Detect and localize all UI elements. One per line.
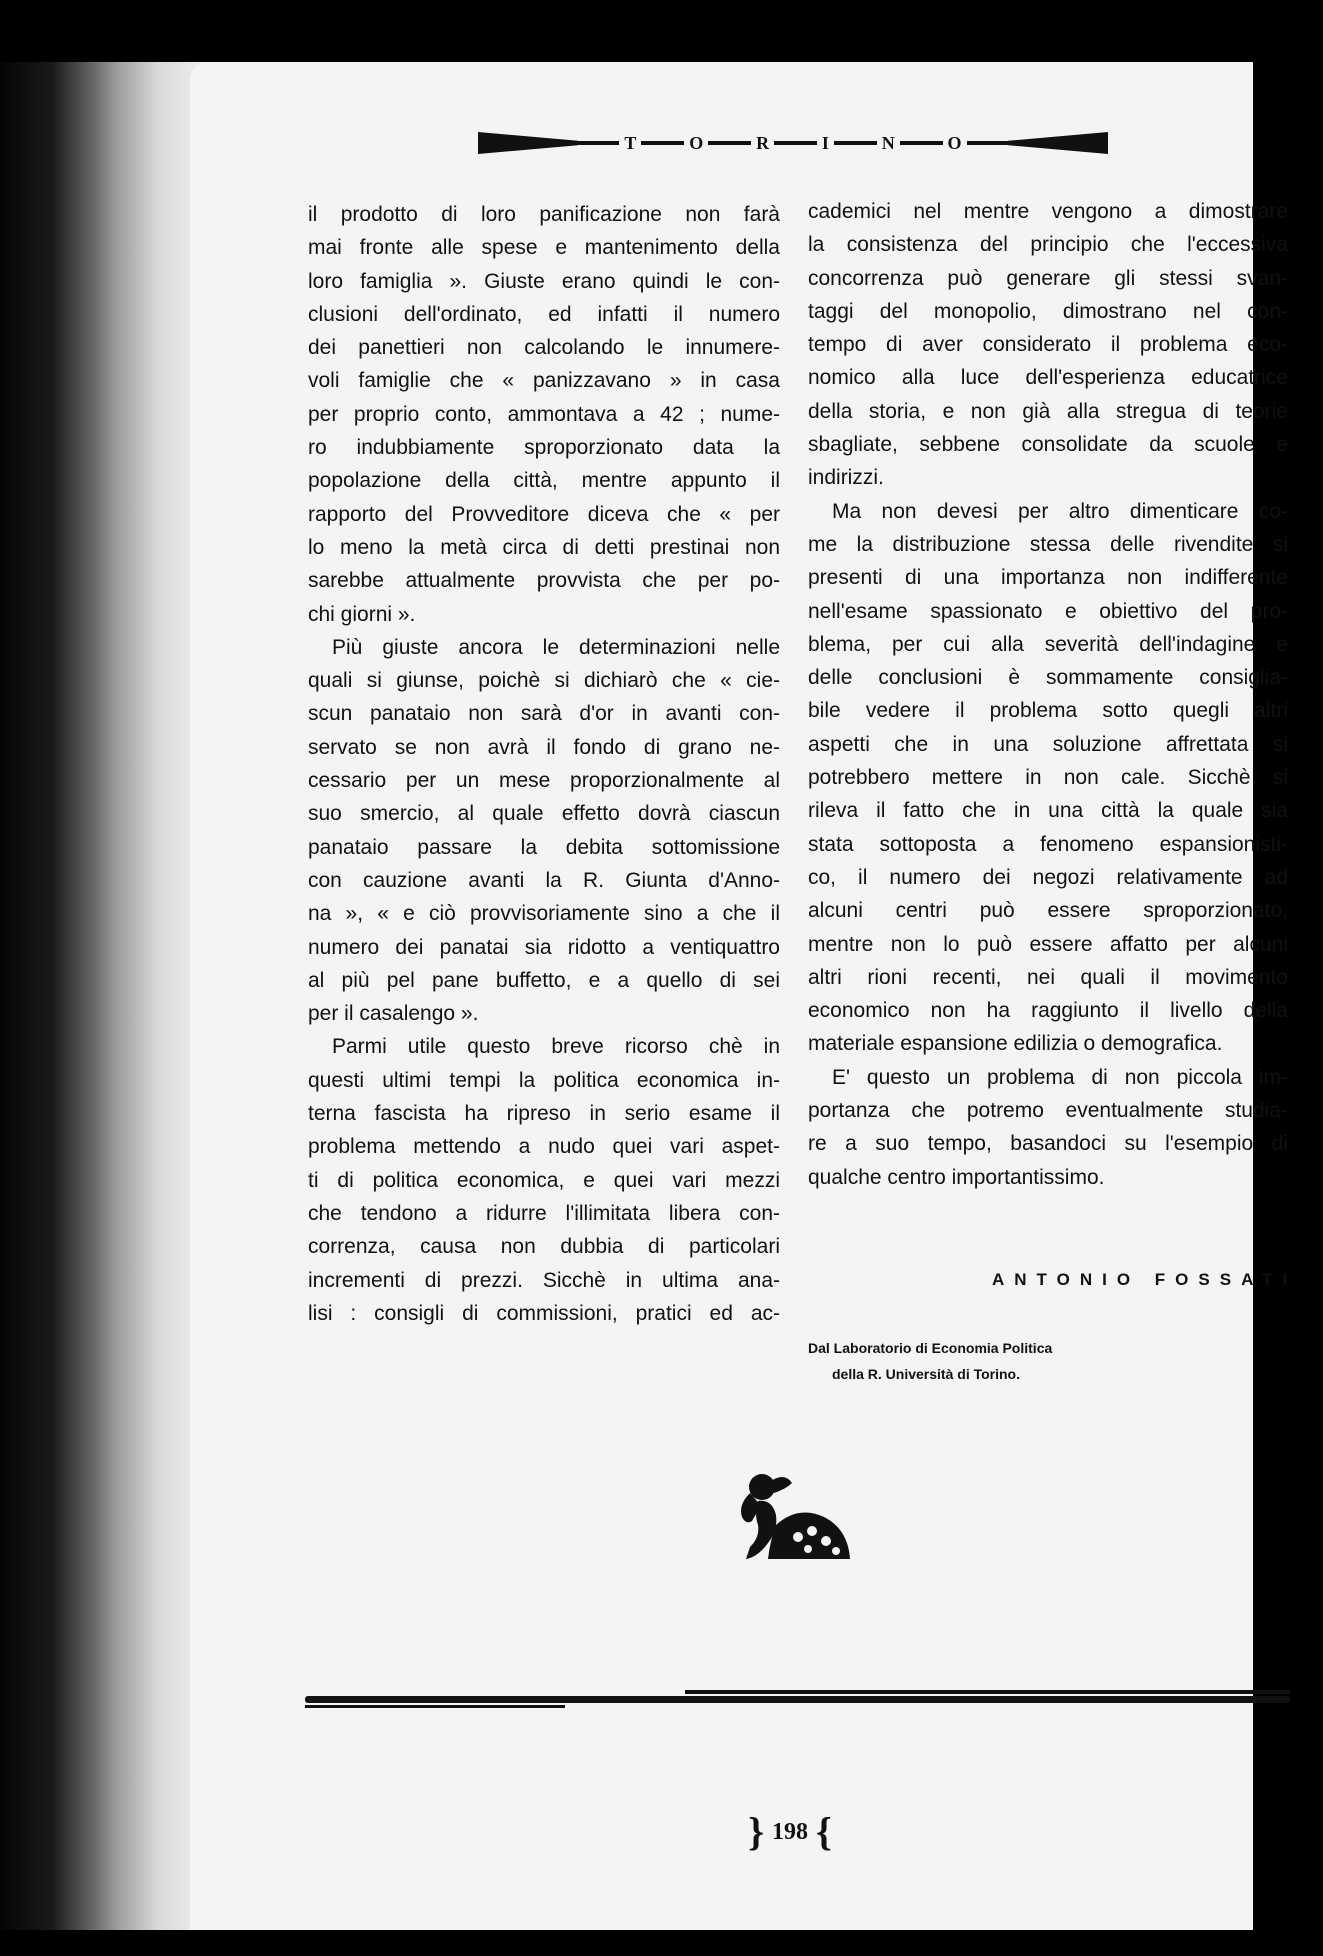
text-line: bile vedere il problema sotto quegli altri [808, 699, 1288, 723]
text-line: cademici nel mentre vengono a dimostrare [808, 200, 1288, 223]
header-letter: O [684, 132, 708, 154]
text-line: per il casalengo ». [308, 1002, 479, 1026]
header-letter: T [619, 132, 641, 154]
bracket-ornament-right: { [816, 1809, 832, 1854]
text-line: na », « e ciò provvisoriamente sino a che il [308, 902, 780, 926]
credit-line: della R. Università di Torino. [832, 1366, 1020, 1382]
credit-line: Dal Laboratorio di Economia Politica [808, 1340, 1053, 1356]
text-line: con cauzione avanti la R. Giunta d'Anno- [308, 868, 780, 892]
text-column-left [308, 198, 780, 1330]
text-line: incrementi di prezzi. Sicchè in ultima ana- [308, 1268, 780, 1292]
page-number [730, 1810, 850, 1854]
text-line: numero dei panatai sia ridotto a ventiquattro [308, 935, 780, 959]
footer-rule-bottom [305, 1705, 565, 1708]
text-line: il prodotto di loro panificazione non farà [308, 203, 780, 226]
text-line: re a suo tempo, basandoci su l'esempio di [808, 1132, 1288, 1156]
text-line: nomico alla luce dell'esperienza educatrice [808, 366, 1288, 390]
text-line: Più giuste ancora le determinazioni nelle [332, 635, 780, 659]
page-number-value: 198 [772, 1818, 808, 1845]
text-line: rapporto del Provveditore diceva che « per [308, 502, 780, 526]
text-line: mai fronte alle spese e mantenimento della [308, 236, 780, 260]
scan-border-bottom [0, 1930, 1323, 1956]
text-line: questi ultimi tempi la politica economica in- [308, 1068, 780, 1092]
header-letter: N [877, 132, 900, 154]
text-line: taggi del monopolio, dimostrano nel con- [808, 299, 1288, 323]
text-line: aspetti che in una soluzione affrettata si [808, 732, 1288, 756]
text-line: economico non ha raggiunto il livello della [808, 999, 1288, 1023]
text-line: chi giorni ». [308, 602, 416, 626]
footer-rule-main [305, 1696, 1290, 1703]
text-column-right [808, 195, 1288, 1194]
text-line: correnza, causa non dubbia di particolari [308, 1235, 780, 1259]
header-ornament-left [478, 132, 578, 154]
text-line: ro indubbiamente sproporzionato data la [308, 436, 780, 460]
author-signature: ANTONIO FOSSATI [992, 1270, 1298, 1289]
bracket-ornament-left: } [748, 1809, 764, 1854]
text-line: tempo di aver considerato il problema eco- [808, 333, 1288, 357]
text-line: lo meno la metà circa di detti prestinai non [308, 535, 780, 559]
footer-rule [305, 1690, 1290, 1708]
running-header [478, 132, 1108, 154]
text-line: mentre non lo può essere affatto per alcuni [808, 932, 1288, 956]
text-line: lisi : consigli di commissioni, pratici ed ac- [308, 1301, 780, 1325]
text-line: della storia, e non già alla stregua di teorie [808, 399, 1288, 423]
text-line: scun panataio non sarà d'or in avanti con- [308, 702, 780, 726]
text-line: potrebbero mettere in non cale. Sicchè si [808, 766, 1288, 790]
text-line: Ma non devesi per altro dimenticare co- [832, 499, 1288, 523]
text-line: nell'esame spassionato e obiettivo del pro- [808, 599, 1288, 623]
book-binding-shadow [0, 62, 210, 1930]
text-line: concorrenza può generare gli stessi svan- [808, 266, 1288, 290]
text-line: me la distribuzione stessa delle rivendite si [808, 532, 1288, 556]
text-line: co, il numero dei negozi relativamente ad [808, 865, 1288, 889]
header-letter: O [943, 132, 967, 154]
text-line: loro famiglia ». Giuste erano quindi le con- [308, 269, 780, 293]
header-letter: R [751, 132, 774, 154]
text-line: sbagliate, sebbene consolidate da scuole e [808, 433, 1288, 457]
header-ornament-right [1008, 132, 1108, 154]
text-line: popolazione della città, mentre appunto il [308, 469, 780, 493]
text-line: problema mettendo a nudo quei vari aspet- [308, 1135, 780, 1159]
header-title [598, 132, 988, 154]
text-line: delle conclusioni è sommamente consiglia- [808, 666, 1288, 690]
scan-border-top [0, 0, 1323, 62]
text-line: rileva il fatto che in una città la quale sia [808, 799, 1288, 823]
header-letter: I [817, 132, 834, 154]
text-line: ti di politica economica, e quei vari mezzi [308, 1168, 780, 1192]
text-line: alcuni centri può essere sproporzionato, [808, 899, 1288, 923]
text-line: terna fascista ha ripreso in serio esame il [308, 1102, 780, 1126]
text-line: dei panettieri non calcolando le innumere- [308, 336, 780, 360]
text-line: la consistenza del principio che l'eccessiva [808, 233, 1288, 257]
text-line: servato se non avrà il fondo di grano ne- [308, 735, 780, 759]
text-line: per proprio conto, ammontava a 42 ; nume- [308, 402, 780, 426]
text-line: panataio passare la debita sottomissione [308, 835, 780, 859]
text-line: cessario per un mese proporzionalmente al [308, 769, 780, 793]
text-line: E' questo un problema di non piccola im- [832, 1065, 1288, 1089]
text-line: portanza che potremo eventualmente studia- [808, 1099, 1288, 1123]
text-line: che tendono a ridurre l'illimitata libera con- [308, 1201, 780, 1225]
text-line: qualche centro importantissimo. [808, 1165, 1105, 1189]
text-line: materiale espansione edilizia o demografica. [808, 1032, 1223, 1056]
text-line: suo smercio, al quale effetto dovrà ciascun [308, 802, 780, 826]
text-line: altri rioni recenti, nei quali il movimento [808, 965, 1288, 989]
text-line: clusioni dell'ordinato, ed infatti il numero [308, 302, 780, 326]
cherub-ornament [728, 1465, 854, 1565]
text-line: blema, per cui alla severità dell'indagine e [808, 632, 1288, 656]
text-line: sarebbe attualmente provvista che per po- [308, 569, 780, 593]
text-line: voli famiglie che « panizzavano » in casa [308, 369, 780, 393]
text-line: presenti di una importanza non indifferente [808, 566, 1288, 590]
text-line: stata sottoposta a fenomeno espansionisti- [808, 832, 1288, 856]
text-line: indirizzi. [808, 466, 884, 490]
text-line: Parmi utile questo breve ricorso chè in [332, 1035, 780, 1059]
text-line: al più pel pane buffetto, e a quello di sei [308, 968, 780, 992]
footer-rule-top [685, 1690, 1290, 1694]
text-line: quali si giunse, poichè si dichiarò che « cie- [308, 669, 780, 693]
